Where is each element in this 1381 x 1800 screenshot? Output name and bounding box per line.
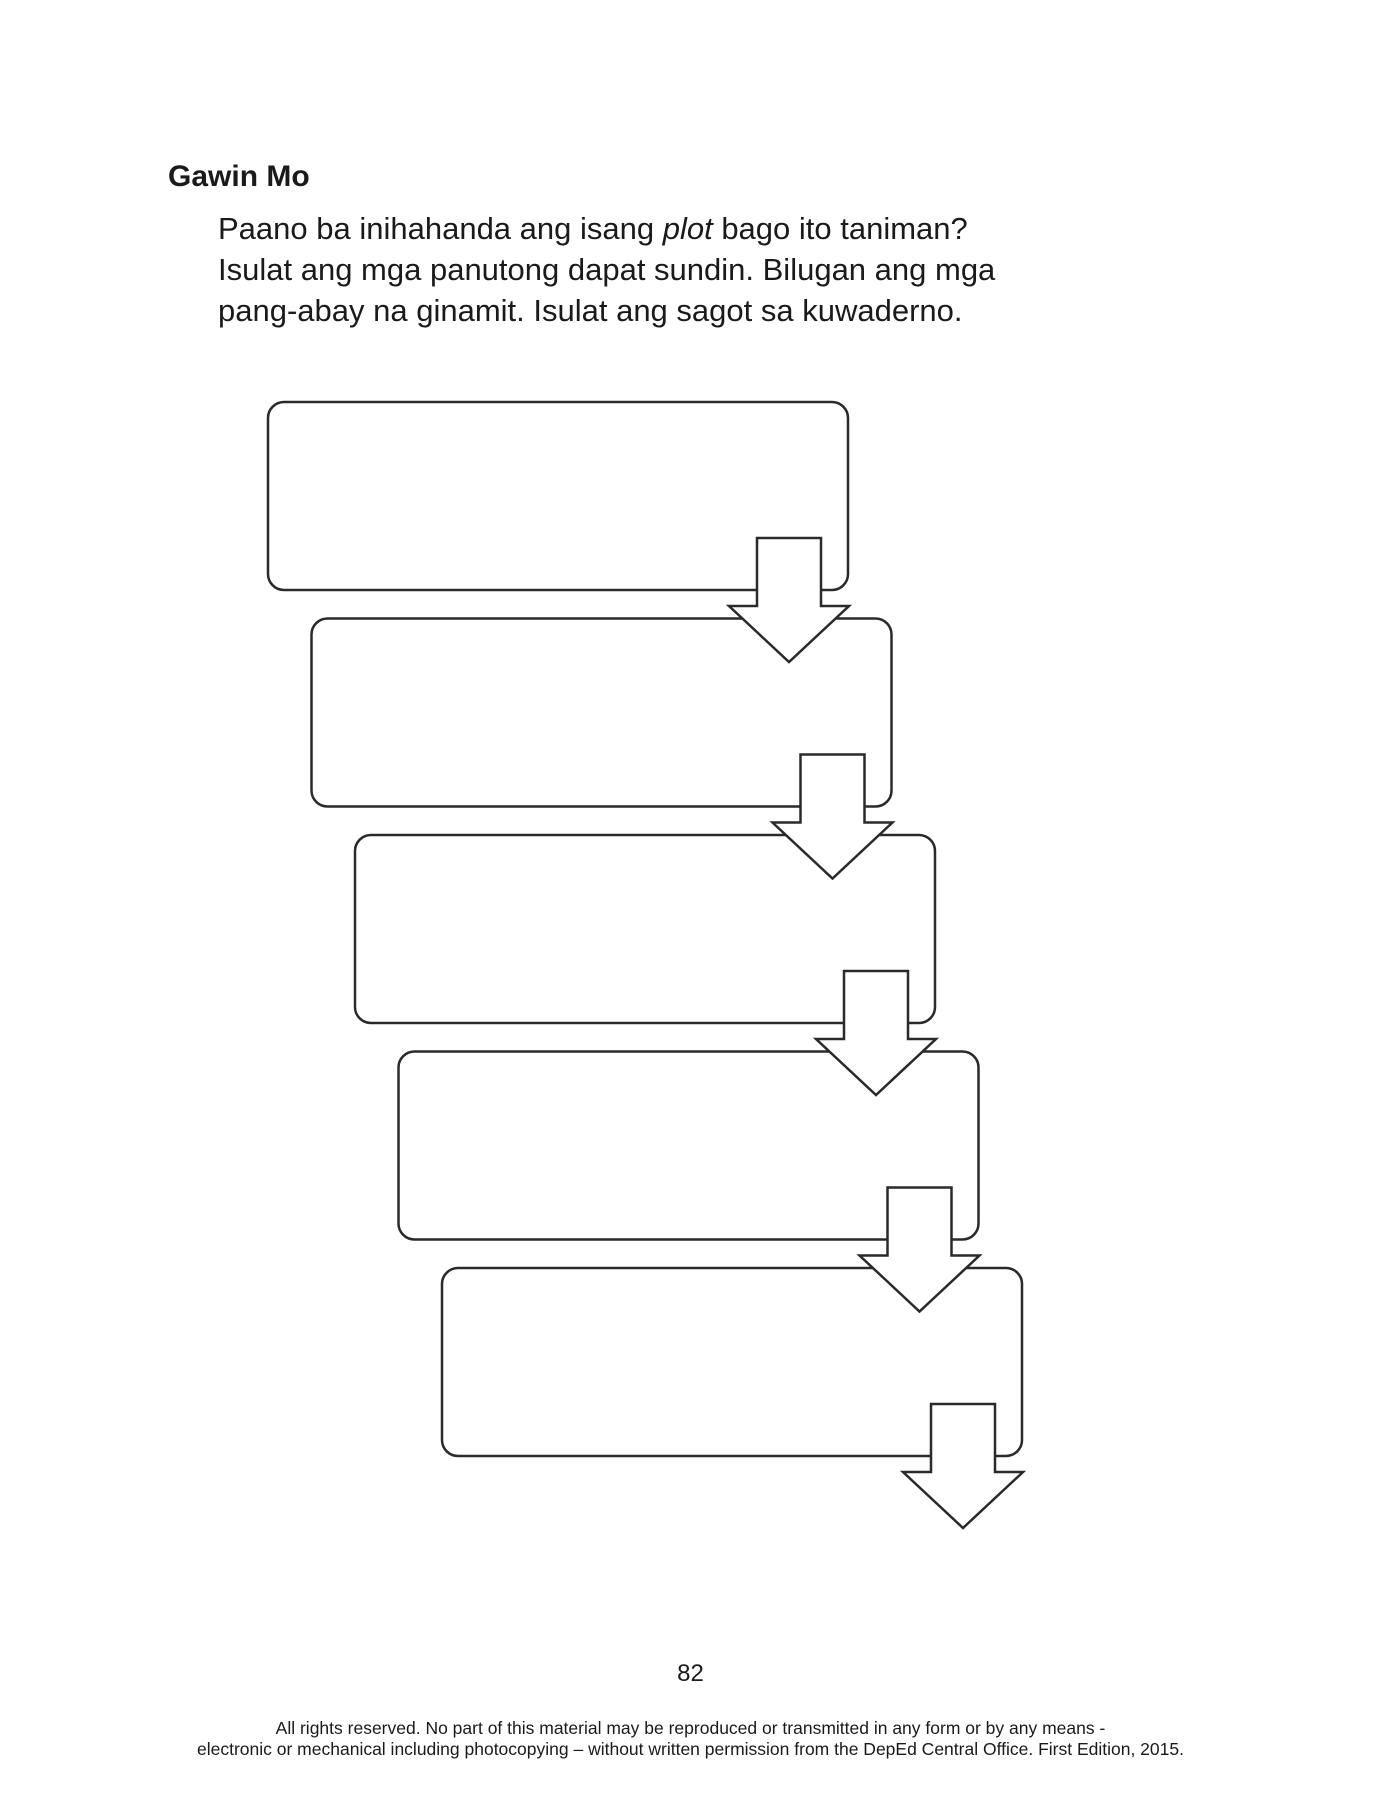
instruction-line-1: Paano ba inihahanda ang isang plot bago ito taniman?	[218, 211, 968, 246]
footer-line-1: All rights reserved. No part of this material may be reproduced or transmitted in any form or by any means -	[275, 1718, 1106, 1738]
section-heading: Gawin Mo	[168, 160, 310, 193]
instruction-line-3: pang-abay na ginamit. Isulat ang sagot sa kuwaderno.	[218, 293, 963, 328]
instruction-line-2: Isulat ang mga panutong dapat sundin. Bilugan ang mga	[218, 252, 996, 287]
footer-line-2: electronic or mechanical including photocopying – without written permission from the DepEd Central Office. First Edition, 2015.	[197, 1739, 1184, 1759]
copyright-footer	[0, 1718, 1381, 1760]
italic-term: plot	[662, 211, 713, 246]
page-number: 82	[677, 1660, 704, 1687]
